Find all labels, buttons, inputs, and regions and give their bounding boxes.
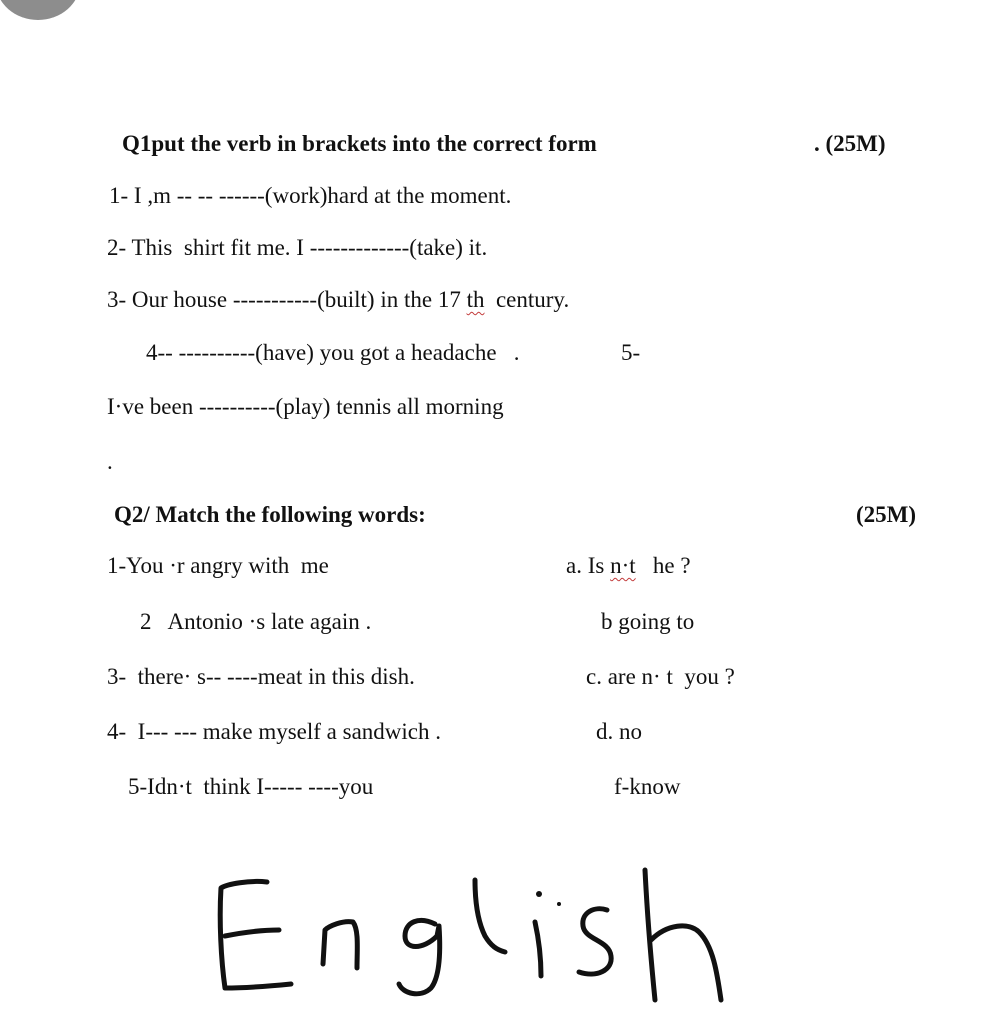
q1-marks: . (25M) xyxy=(814,131,886,156)
q2-right-item-c: c. are n· t you ? xyxy=(586,664,735,689)
q2-left-item-5: 5-Idn·t think I----- ----you xyxy=(128,774,374,799)
q2-right-item-d: d. no xyxy=(596,719,642,744)
q2-right-item-f: f-know xyxy=(614,774,681,799)
q2-marks: (25M) xyxy=(856,502,917,527)
q2-right-item-a-end: he ? xyxy=(635,553,691,578)
q2-right-item-a xyxy=(566,554,691,577)
q1-item-3 xyxy=(107,288,569,311)
q1-item-5-number: 5- xyxy=(621,340,641,365)
q2-right-item-a-spellcheck-word: n·t xyxy=(610,553,636,578)
q1-item-1: 1- I ,m -- -- ------(work)hard at the moment. xyxy=(109,183,512,208)
q2-title: Q2/ Match the following words: xyxy=(114,502,426,527)
q1-item-2: 2- This shirt fit me. I -------------(take) it. xyxy=(107,235,488,260)
q2-right-item-a-text: a. Is xyxy=(566,553,611,578)
q2-left-item-3: 3- there· s-- ----meat in this dish. xyxy=(107,664,415,689)
q2-left-item-4: 4- I--- --- make myself a sandwich . xyxy=(107,719,442,744)
q1-item-5: I·ve been ----------(play) tennis all morning xyxy=(107,394,504,419)
q2-left-item-1: 1-You ·r angry with me xyxy=(107,553,329,578)
q1-title: Q1put the verb in brackets into the correct form xyxy=(122,131,597,156)
q1-item-4: 4-- ----------(have) you got a headache . xyxy=(146,340,520,365)
q1-item-3-end: century. xyxy=(484,287,570,312)
q2-left-item-2: 2 Antonio ·s late again . xyxy=(140,609,372,634)
stray-dot: . xyxy=(107,449,113,474)
handwritten-english-signature xyxy=(205,860,745,1020)
q2-right-item-b: b going to xyxy=(601,609,695,634)
corner-avatar-circle xyxy=(0,0,80,20)
q1-item-3-text: 3- Our house -----------(built) in the 17 xyxy=(107,287,467,312)
q1-item-3-spellcheck-word: th xyxy=(466,287,485,312)
